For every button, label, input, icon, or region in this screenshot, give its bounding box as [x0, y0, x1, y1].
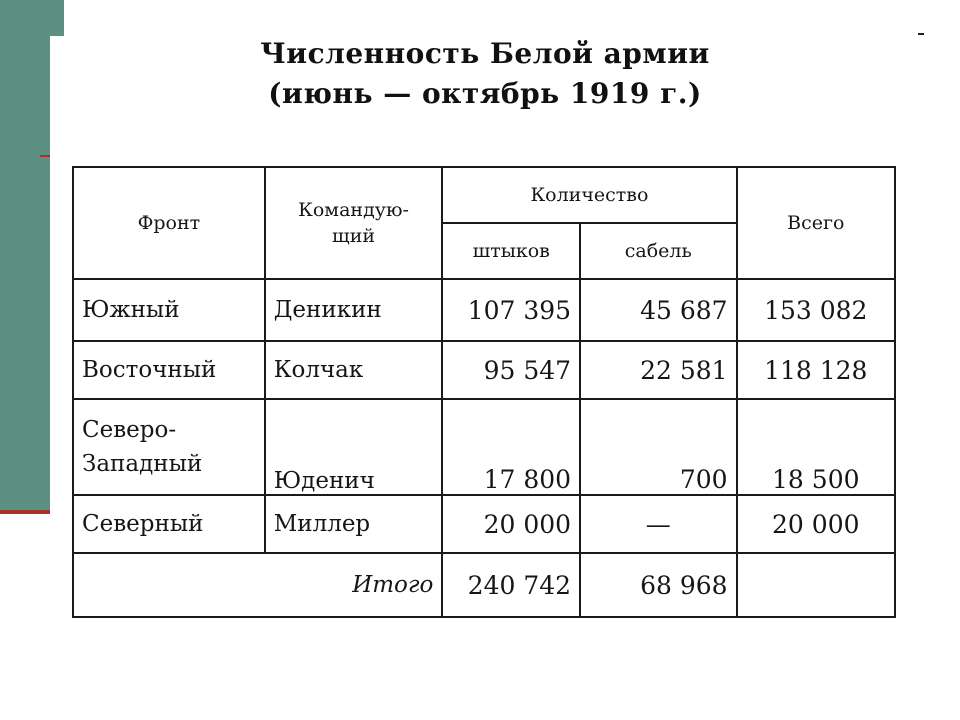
summary-label: Итого	[73, 553, 442, 617]
summary-bayonets: 240 742	[442, 553, 580, 617]
header-total: Всего	[737, 167, 895, 279]
front-cell-text: Северо- Западный	[82, 417, 203, 477]
table-row	[73, 399, 895, 495]
total-cell: 20 000	[737, 495, 895, 553]
total-cell: 18 500	[737, 399, 895, 495]
header-quantity: Количество	[442, 167, 736, 223]
bayonets-cell: 17 800	[442, 399, 580, 495]
header-row	[73, 167, 895, 223]
commander-cell: Колчак	[265, 341, 443, 399]
commander-cell: Юденич	[265, 399, 443, 495]
commander-cell: Деникин	[265, 279, 443, 341]
summary-row	[73, 553, 895, 617]
table-title	[0, 34, 960, 114]
header-front: Фронт	[73, 167, 265, 279]
table-row	[73, 495, 895, 553]
slide-accent-line	[0, 510, 52, 514]
summary-total	[737, 553, 895, 617]
front-cell: Северный	[73, 495, 265, 553]
table-row	[73, 341, 895, 399]
bayonets-cell: 95 547	[442, 341, 580, 399]
header-commander: Командую- щий	[265, 167, 443, 279]
summary-sabres: 68 968	[580, 553, 736, 617]
front-cell: Южный	[73, 279, 265, 341]
commander-cell: Миллер	[265, 495, 443, 553]
total-cell: 153 082	[737, 279, 895, 341]
title-line-2: (июнь — октябрь 1919 г.)	[268, 77, 702, 110]
army-strength-table	[72, 166, 896, 618]
sabres-cell: 45 687	[580, 279, 736, 341]
title-line-1: Численность Белой армии	[260, 37, 710, 70]
bayonets-cell: 20 000	[442, 495, 580, 553]
front-cell: Восточный	[73, 341, 265, 399]
sabres-cell: 22 581	[580, 341, 736, 399]
front-cell	[73, 399, 265, 495]
header-bayonets: штыков	[442, 223, 580, 279]
sabres-cell: 700	[580, 399, 736, 495]
sabres-cell: —	[580, 495, 736, 553]
header-sabres: сабель	[580, 223, 736, 279]
total-cell: 118 128	[737, 341, 895, 399]
bayonets-cell: 107 395	[442, 279, 580, 341]
table-row	[73, 279, 895, 341]
